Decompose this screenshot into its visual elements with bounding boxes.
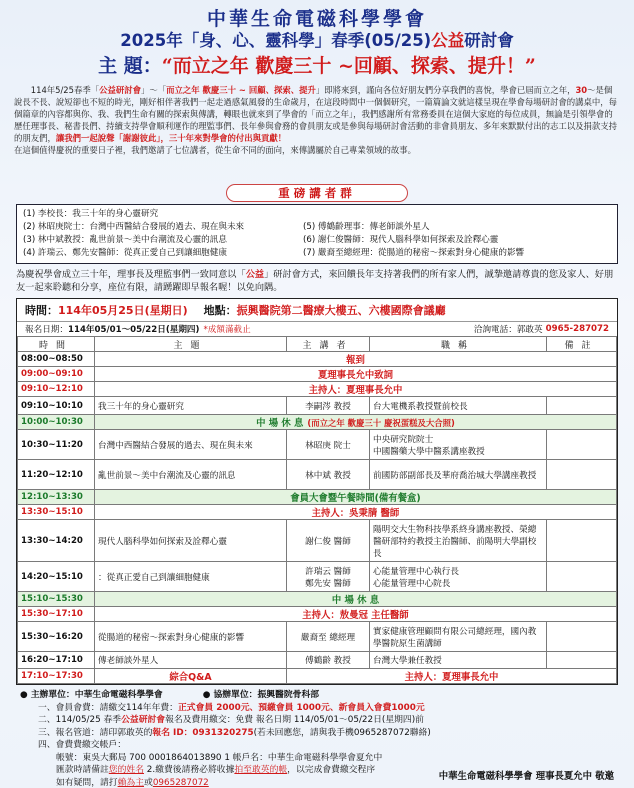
co-organizer-name: 振興醫院骨科部 — [257, 690, 320, 700]
schedule-note — [547, 622, 617, 652]
schedule-time: 11:20~12:10 — [18, 460, 95, 490]
schedule-speaker: 傅鶴齡 教授 — [287, 652, 370, 669]
theme-text: “而立之年 歡慶三十 ~回顧、探索、提升！” — [161, 55, 536, 77]
speaker-item: (1) 李校長：我三十年的身心靈研究 — [23, 209, 159, 219]
schedule-row — [18, 352, 617, 367]
qa-label: 綜合Q&A — [95, 669, 287, 684]
co-organizer-label: ● 協辦單位： — [202, 690, 258, 700]
footer-b: 公益研討會 — [121, 715, 166, 725]
schedule-event — [95, 367, 617, 382]
footer-num: 二、 — [38, 715, 56, 725]
schedule-row — [18, 490, 617, 505]
contact-highlight: 賴為主 — [117, 777, 144, 788]
society-title: 中華生命電磁科學學會 — [206, 8, 427, 30]
intro-part: 」～「 — [140, 85, 167, 95]
speaker-item: (5) 傅鶴齡理事：傳老師談外星人 — [303, 222, 430, 232]
organizer-name: 中華生命電磁科學學會 — [74, 690, 163, 700]
notice-highlight: 公益 — [245, 269, 265, 280]
phone-number: 0965-287072 — [545, 324, 609, 334]
organizers-row — [20, 689, 614, 702]
registration-row — [17, 321, 617, 336]
schedule-note — [547, 430, 617, 460]
note-part: 2.繳費後請務必將收據 — [144, 765, 235, 775]
schedule-note — [547, 520, 617, 562]
speaker-item: (4) 許瑞云、鄭先安醫師：從真正愛自己到讓細胞健康 — [23, 248, 227, 258]
organizer-label: ● 主辦單位： — [20, 690, 75, 700]
schedule-note — [547, 652, 617, 669]
account-line: 帳號：東吳大郵局 700 0001864013890 1 帳戶名：中華生命電磁科學學會夏允中 — [56, 752, 383, 763]
schedule-speaker: 李嗣涔 教授 — [287, 397, 370, 415]
qa-host: 主持人：夏理事長允中 — [287, 669, 617, 684]
theme-line — [0, 52, 634, 80]
schedule-topic: 亂世前景～美中台潮流及心靈的訊息 — [95, 460, 287, 490]
event-title-pre: 2025年「身、心、靈科學」春季(05/25) — [120, 31, 432, 50]
schedule-time: 15:30~17:10 — [18, 607, 95, 622]
schedule-row — [18, 460, 617, 490]
schedule-row — [18, 430, 617, 460]
schedule-topic: 傳老師談外星人 — [95, 652, 287, 669]
event-title-red: 公益 — [431, 31, 465, 50]
schedule-row — [18, 382, 617, 397]
schedule-time: 13:30~14:20 — [18, 520, 95, 562]
schedule-event — [95, 415, 617, 430]
schedule-speaker: 許瑞云 醫師 鄭先安 醫師 — [287, 562, 370, 592]
contact-part: 或 — [144, 777, 153, 788]
footer-item — [20, 714, 614, 727]
schedule-event — [95, 382, 617, 397]
footer-c: (若未回應您，請與我手機0965287072聯絡) — [253, 727, 431, 738]
note-part: ，以完成會費繳交程序 — [287, 765, 376, 775]
footer-a: 114/05/25 春季 — [55, 715, 122, 725]
schedule-speaker: 林中斌 教授 — [287, 460, 370, 490]
schedule-topic: ：從真正愛自己到讓細胞健康 — [95, 562, 287, 592]
schedule-speaker: 林昭庚 院士 — [287, 430, 370, 460]
intro-closing: 在這個值得慶祝的重要日子裡，我們邀請了七位講者，從生命不同的面向，來傳講屬於自己專業領域的故事。 — [14, 145, 416, 155]
schedule-time: 16:20~17:10 — [18, 652, 95, 669]
footer-num: 三、 — [38, 727, 56, 738]
event-extra: (而立之年 歡慶三十 慶祝蛋糕及大合照) — [307, 418, 455, 428]
schedule-time: 13:30~15:10 — [18, 505, 95, 520]
schedule-event — [95, 592, 617, 607]
schedule-row — [18, 669, 617, 684]
speakers-heading: 重磅講者群 — [226, 184, 408, 202]
schedule-time: 10:00~10:30 — [18, 415, 95, 430]
intro-paragraph — [14, 84, 620, 180]
schedule-role: 實家健康管理顧問有限公司總經理，國內教學醫院原生菌講師 — [370, 622, 547, 652]
schedule-row — [18, 415, 617, 430]
schedule-header-cell: 時間 — [18, 337, 95, 352]
intro-part: 114年5/25春季「 — [30, 85, 100, 95]
schedule-header-row — [18, 337, 617, 352]
event-text: 夏理事長允中致詞 — [317, 370, 393, 381]
event-text: 中 場 休 息 — [331, 595, 380, 606]
schedule-note — [547, 460, 617, 490]
footer-c: 報名及費用繳交：免費 報名日期 114/05/01～05/22日(星期四)前 — [165, 715, 424, 725]
schedule-row — [18, 520, 617, 562]
schedule-note — [547, 397, 617, 415]
schedule-topic: 現代人腦科學如何探索及詮釋心靈 — [95, 520, 287, 562]
footer-list — [20, 702, 614, 752]
schedule-header-cell: 備註 — [547, 337, 617, 352]
signature: 中華生命電磁科學學會 理事長夏允中 敬邀 — [438, 771, 614, 782]
schedule-table — [17, 336, 617, 684]
footer-b: 正式會員 2000元、預繳會員 1000元、新會員入會費1000元 — [177, 702, 425, 713]
contact-part: 如有疑問，請打 — [56, 777, 118, 788]
schedule-note — [547, 562, 617, 592]
schedule-role: 中央研究院院士 中國醫藥大學中醫系講座教授 — [370, 430, 547, 460]
invitation-notice — [16, 268, 618, 294]
note-highlight: 您的姓名 — [108, 765, 144, 775]
intro-highlight: 30 — [575, 85, 588, 95]
footer-item — [20, 702, 614, 715]
speaker-item: (6) 謝仁俊醫師：現代人腦科學如何探索及詮釋心靈 — [303, 235, 499, 245]
event-venue: 振興醫院第二醫療大樓五、六樓國際會議廳 — [236, 304, 446, 317]
phone-label: 洽詢電話：郭敢英 — [473, 325, 543, 335]
speaker-item: (3) 林中斌教授：亂世前景～美中台潮流及心靈的訊息 — [23, 235, 227, 245]
place-label: 地點： — [203, 304, 237, 317]
theme-label: 主 題： — [98, 55, 162, 77]
schedule-row — [18, 367, 617, 382]
note-part: 匯款時請備註 — [56, 765, 109, 775]
reg-dates: 114年05/01～05/22日(星期四) — [67, 325, 200, 335]
schedule-role: 陽明交大生物科技學系終身講座教授、榮總醫研部特約教授主治醫師、前陽明大學副校長 — [370, 520, 547, 562]
schedule-topic: 我三十年的身心靈研究 — [95, 397, 287, 415]
schedule-row — [18, 652, 617, 669]
footer-num: 一、 — [38, 702, 56, 713]
event-title-post: 研討會 — [464, 31, 514, 50]
speaker-item: (2) 林昭庚院士：台灣中西醫結合發展的過去、現在與未來 — [23, 222, 245, 232]
schedule-role: 台灣大學兼任教授 — [370, 652, 547, 669]
schedule-time: 09:00~09:10 — [18, 367, 95, 382]
schedule-header-cell: 主講者 — [287, 337, 370, 352]
speaker-item: (7) 嚴裔至總經理：從腸道的秘密～探索對身心健康的影響 — [303, 248, 525, 258]
schedule-time: 08:00~08:50 — [18, 352, 95, 367]
schedule-row — [18, 592, 617, 607]
schedule-time: 15:10~15:30 — [18, 592, 95, 607]
footer-num: 四、 — [38, 740, 56, 750]
intro-highlight: 而立之年 歡慶三十 ~ 回顧、探索、提升 — [166, 85, 316, 95]
reg-label: 報名日期： — [25, 325, 68, 335]
footer-a: 報名管道：請印郭敢英的 — [55, 727, 153, 738]
event-text: 會員大會暨午餐時間(備有餐盒) — [290, 493, 421, 504]
schedule-role: 前國防部副部長及華府喬治城大學講座教授 — [370, 460, 547, 490]
event-text: 主持人：吳秉腈 醫師 — [311, 508, 400, 519]
event-text: 主持人：夏理事長允中 — [308, 385, 403, 396]
footer-a: 會費費繳交帳戶： — [55, 740, 126, 750]
notice-part: 」研討會方式，來回饋長年支持著我們的所有家人們，誠摯邀請尊貴的您及家人、好朋友一起來聆聽和分享，座位有限，請踴躍即早報名喔！以免向隅。 — [16, 269, 614, 293]
time-place-row — [17, 299, 617, 321]
reg-note: *成額滿截止 — [203, 325, 251, 335]
schedule-row — [18, 622, 617, 652]
schedule-speaker: 謝仁俊 醫師 — [287, 520, 370, 562]
schedule-time: 17:10~17:30 — [18, 669, 95, 684]
schedule-time: 10:30~11:20 — [18, 430, 95, 460]
schedule-row — [18, 562, 617, 592]
intro-highlight: 讓我們一起說聲「謝謝彼此」，三十年來對學會的付出與貢獻！ — [55, 133, 287, 143]
schedule-event — [95, 607, 617, 622]
schedule-event — [95, 505, 617, 520]
speakers-box — [16, 204, 618, 264]
event-title — [0, 30, 634, 52]
footer-b: 報名 ID：0931320275 — [152, 727, 254, 738]
time-label: 時間： — [25, 304, 58, 317]
schedule-event — [95, 352, 617, 367]
intro-part: 」即將來到，謹向各位好朋友們分享我們的喜悅，學會已屆而立之年， — [315, 85, 576, 95]
schedule-time: 14:20~15:10 — [18, 562, 95, 592]
schedule-topic: 從腸道的秘密～探索對身心健康的影響 — [95, 622, 287, 652]
schedule-row — [18, 505, 617, 520]
footer-item — [20, 727, 614, 740]
schedule-topic: 台灣中西醫結合發展的過去、現在與未來 — [95, 430, 287, 460]
schedule-box — [16, 298, 618, 685]
schedule-role: 心能量管理中心執行長 心能量管理中心院長 — [370, 562, 547, 592]
intro-part: ～是個說長不長、說短卻也不短的時光，剛好相伴著我們一起走過感氣風發的生命歲月，在這段時間中一個個研究，一篇篇論文就這樣呈現在學會每場研討會的講桌中，每個篇章的內容都與你、我、我們生命有關的探索與傳講，轉眼也就來到了學會的「而立之年」，我們感謝所有常務委員在這個大家庭的每位成員，無論是引領學會的歷任理事長、秘書長們、持續支持學會順利運作的理監事們、長年參與會務的會員朋友或是參與每場研討會活動的非會員朋友、多年來默默付出的志工以及捐款支持的朋友們， — [14, 85, 617, 143]
schedule-time: 09:10~10:10 — [18, 397, 95, 415]
schedule-time: 09:10~12:10 — [18, 382, 95, 397]
schedule-header-cell: 主題 — [95, 337, 287, 352]
event-text: 主持人：敖曼冠 主任醫師 — [302, 610, 409, 621]
note-highlight: 拍至敢英的帳 — [234, 765, 288, 775]
schedule-role: 台大電機系教授暨前校長 — [370, 397, 547, 415]
schedule-row — [18, 397, 617, 415]
event-text: 報到 — [346, 355, 365, 366]
event-text: 中 場 休 息 — [256, 418, 304, 429]
footer-item — [20, 739, 614, 752]
schedule-event — [95, 490, 617, 505]
schedule-speaker: 嚴裔至 總經理 — [287, 622, 370, 652]
notice-part: 為慶祝學會成立三十年，理事長及理監事們一致同意以「 — [16, 269, 246, 280]
schedule-time: 12:10~13:30 — [18, 490, 95, 505]
footer-a: 會員會費：請繳交114年年費： — [55, 702, 178, 713]
intro-highlight: 公益研討會 — [99, 85, 141, 95]
schedule-row — [18, 607, 617, 622]
schedule-header-cell: 職稱 — [370, 337, 547, 352]
schedule-time: 15:30~16:20 — [18, 622, 95, 652]
event-date: 114年05月25日(星期日) — [58, 304, 188, 317]
contact-phone: 0965287072 — [152, 777, 209, 788]
